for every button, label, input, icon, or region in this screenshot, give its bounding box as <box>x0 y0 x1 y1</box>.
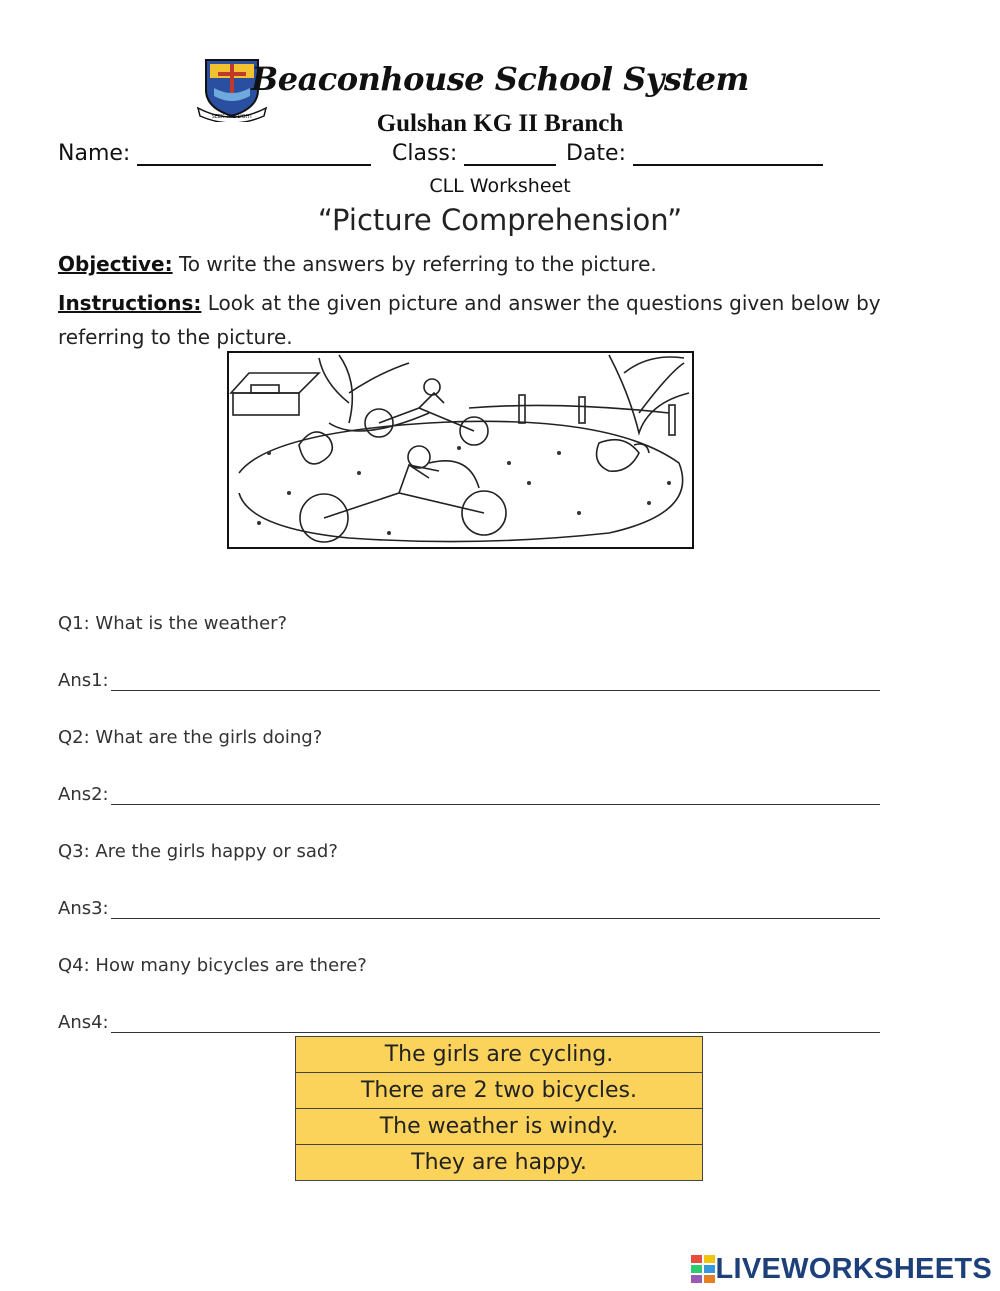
answer-1-field[interactable] <box>111 672 880 691</box>
answer-options-table <box>295 1036 703 1181</box>
brand-name: LIVEWORKSHEETS <box>715 1252 992 1285</box>
answer-4-label: Ans4: <box>58 1012 109 1033</box>
answer-option[interactable]: They are happy. <box>296 1145 703 1181</box>
answer-3-field[interactable] <box>111 900 880 919</box>
comprehension-picture <box>227 351 694 549</box>
question-2: Q2: What are the girls doing? <box>58 727 323 748</box>
answer-option[interactable]: There are 2 two bicycles. <box>296 1073 703 1109</box>
school-name: Beaconhouse School System <box>251 60 749 98</box>
answer-option[interactable]: The girls are cycling. <box>296 1037 703 1073</box>
answer-2-field[interactable] <box>111 786 880 805</box>
question-4: Q4: How many bicycles are there? <box>58 955 367 976</box>
answer-3-label: Ans3: <box>58 898 109 919</box>
answer-1-label: Ans1: <box>58 670 109 691</box>
date-label: Date: <box>566 141 626 166</box>
liveworksheets-logo-icon <box>690 1254 716 1284</box>
instructions <box>58 286 938 354</box>
objective-label: Objective: <box>58 252 173 276</box>
class-label: Class: <box>392 141 458 166</box>
objective <box>58 252 958 276</box>
answer-option[interactable]: The weather is windy. <box>296 1109 703 1145</box>
objective-text: To write the answers by referring to the picture. <box>172 252 657 276</box>
answer-2-label: Ans2: <box>58 784 109 805</box>
logo-motto: SEEK THE LIGHT <box>211 114 253 120</box>
student-info-row <box>58 140 938 172</box>
class-field[interactable] <box>464 140 556 166</box>
girls-cycling-illustration <box>229 353 692 547</box>
class-field-group <box>392 140 556 166</box>
answer-3-row <box>58 898 880 919</box>
instructions-label: Instructions: <box>58 291 202 315</box>
worksheet-title: “Picture Comprehension” <box>317 203 683 237</box>
instructions-text: Look at the given picture and answer the questions given below by referring to the picture. <box>58 291 881 349</box>
name-label: Name: <box>58 141 131 166</box>
question-3: Q3: Are the girls happy or sad? <box>58 841 338 862</box>
answer-1-row <box>58 670 880 691</box>
liveworksheets-brand <box>690 1252 993 1286</box>
answer-4-row <box>58 1012 880 1033</box>
worksheet-type: CLL Worksheet <box>429 175 571 197</box>
name-field[interactable] <box>137 140 371 166</box>
branch-name: Gulshan KG II Branch <box>376 110 624 137</box>
date-field[interactable] <box>633 140 823 166</box>
answer-4-field[interactable] <box>111 1014 880 1033</box>
answer-2-row <box>58 784 880 805</box>
name-field-group <box>58 140 371 166</box>
date-field-group <box>566 140 823 166</box>
question-1: Q1: What is the weather? <box>58 613 288 634</box>
